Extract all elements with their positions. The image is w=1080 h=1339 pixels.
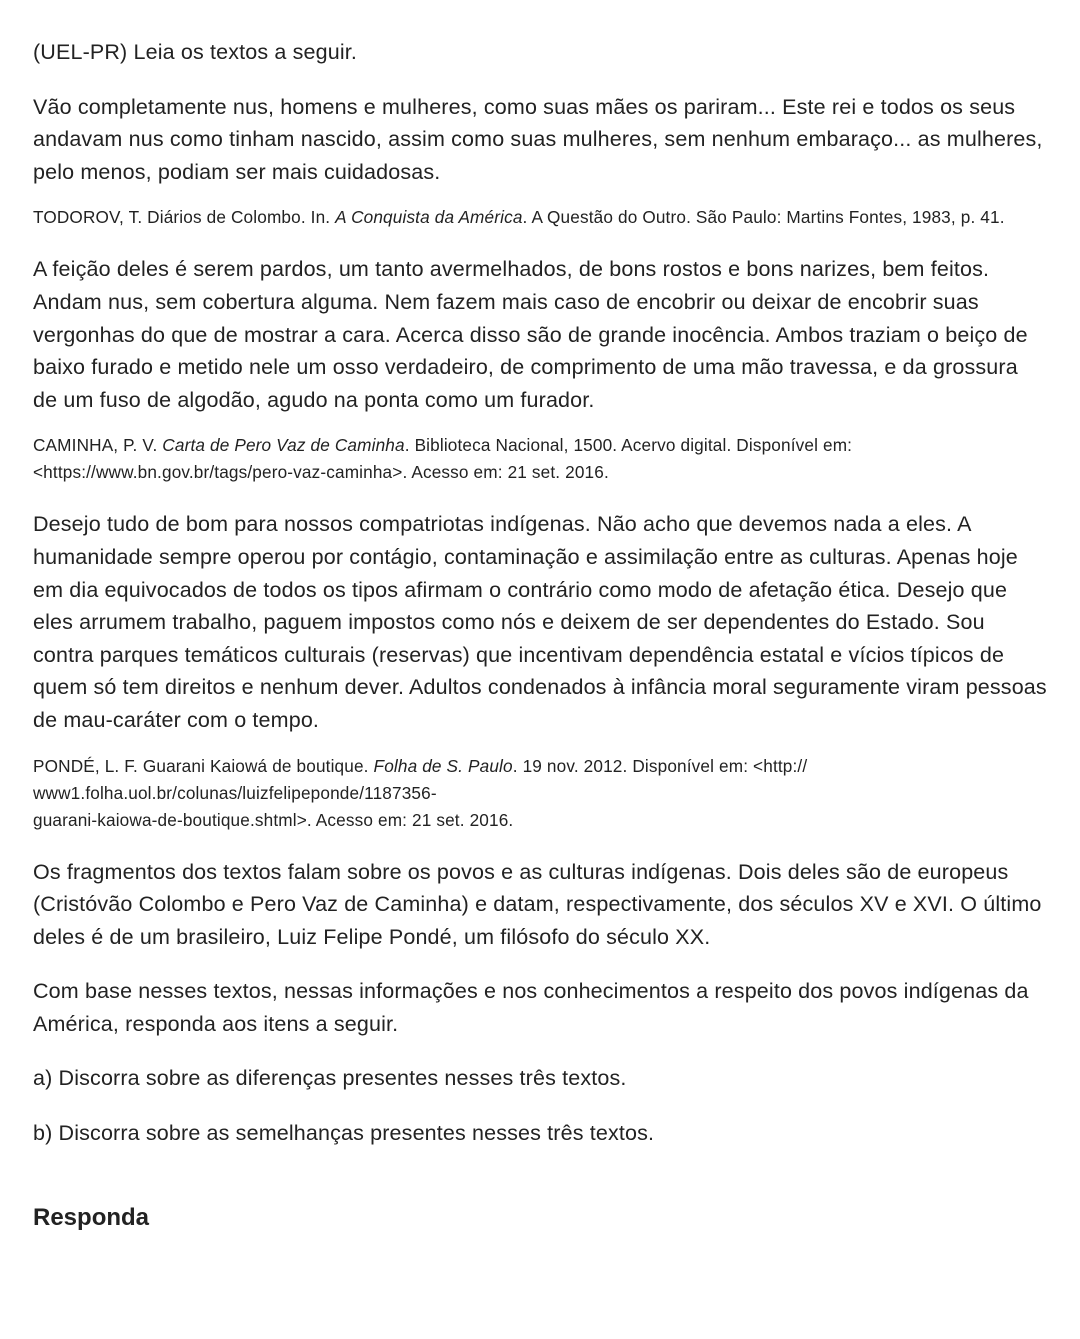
source-caminha-details: . Biblioteca Nacional, 1500. Acervo digital. Disponível em: <https://www.bn.gov.br/tags/pero-vaz-caminha>. Acesso em: 21 set. 2016.	[33, 435, 853, 483]
source-colombo-details: . A Questão do Outro. São Paulo: Martins Fontes, 1983, p. 41.	[522, 207, 1005, 228]
item-a: a) Discorra sobre as diferenças presentes nesses três textos.	[33, 1066, 627, 1091]
answer-heading: Responda	[33, 1203, 150, 1231]
source-ponde-details-3: guarani-kaiowa-de-boutique.shtml>. Acesso em: 21 set. 2016.	[33, 809, 514, 830]
source-colombo	[33, 204, 1047, 231]
source-ponde-details-1: . 19 nov. 2012. Disponível em: <http://	[512, 755, 808, 776]
source-ponde	[33, 753, 1047, 834]
item-b: b) Discorra sobre as semelhanças presentes nesses três textos.	[33, 1121, 655, 1146]
excerpt-colombo: Vão completamente nus, homens e mulheres, como suas mães os pariram... Este rei e todos os seus andavam nus como tinham nascido, assim como suas mulheres, sem nenhum embaraço... as mulheres, pelo menos, podiam ser mais cuidadosas.	[33, 94, 1043, 184]
excerpt-caminha: A feição deles é serem pardos, um tanto avermelhados, de bons rostos e bons narizes, bem feitos. Andam nus, sem cobertura alguma. Nem fazem mais caso de encobrir ou deixar de encobrir suas vergonhas do que de mostrar a cara. Acerca disso são de grande inocência. Ambos traziam o beiço de baixo furado e metido nele um osso verdadeiro, de comprimento de uma mão travessa, e da grossura de um fuso de algodão, agudo na ponta como um furador.	[33, 257, 1028, 412]
source-caminha-title: Carta de Pero Vaz de Caminha	[162, 435, 405, 456]
source-caminha-author: CAMINHA, P. V.	[33, 435, 163, 456]
source-caminha	[33, 432, 1047, 486]
context-paragraph: Os fragmentos dos textos falam sobre os povos e as culturas indígenas. Dois deles são de europeus (Cristóvão Colombo e Pero Vaz de Caminha) e datam, respectivamente, dos séculos XV e XVI. O último deles é de um brasileiro, Luiz Felipe Pondé, um filósofo do século XX.	[33, 859, 1042, 949]
source-colombo-title: A Conquista da América	[335, 207, 523, 228]
source-ponde-title: Folha de S. Paulo	[373, 755, 513, 776]
source-ponde-author: PONDÉ, L. F. Guarani Kaiowá de boutique.	[33, 755, 374, 776]
excerpt-ponde: Desejo tudo de bom para nossos compatriotas indígenas. Não acho que devemos nada a eles. A humanidade sempre operou por contágio, contaminação e assimilação entre as culturas. Apenas hoje em dia equivocados de todos os tipos afirmam o contrário como modo de afetação ética. Desejo que eles arrumem trabalho, paguem impostos como nós e deixem de ser dependentes do Estado. Sou contra parques temáticos culturais (reservas) que incentivam dependência estatal e vícios típicos de quem só tem direitos e nenhum dever. Adultos condenados à infância moral seguramente viram pessoas de mau-caráter com o tempo.	[33, 512, 1047, 732]
instruction-paragraph: Com base nesses textos, nessas informações e nos conhecimentos a respeito dos povos indígenas da América, responda aos itens a seguir.	[33, 979, 1029, 1036]
source-ponde-details-2: www1.folha.uol.br/colunas/luizfelipeponde/1187356-	[33, 782, 437, 803]
source-colombo-author: TODOROV, T. Diários de Colombo. In.	[33, 207, 336, 228]
question-intro: (UEL-PR) Leia os textos a seguir.	[33, 40, 358, 64]
